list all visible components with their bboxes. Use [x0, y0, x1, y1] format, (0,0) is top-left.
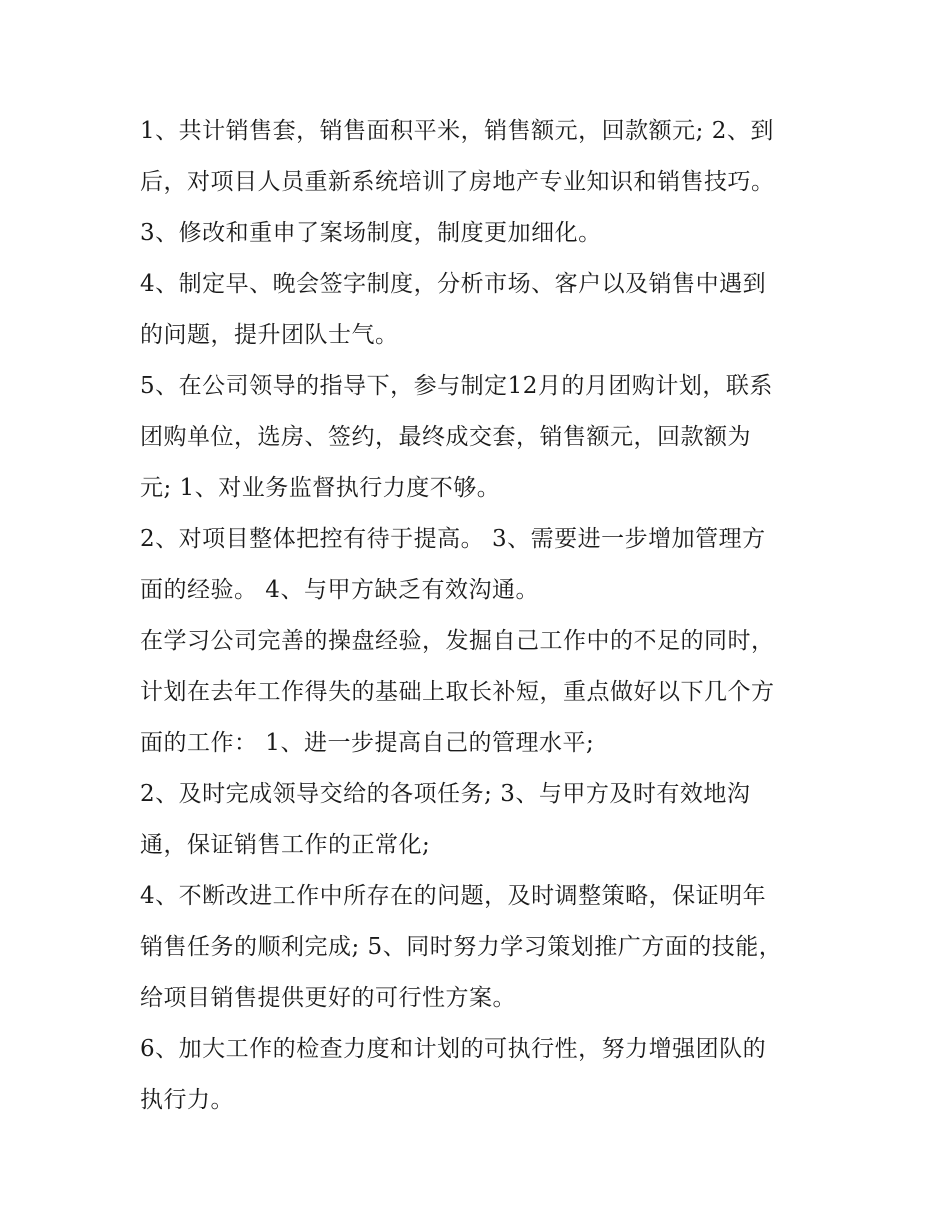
text-line: 3、修改和重申了案场制度，制度更加细化。 — [140, 220, 602, 246]
text-line: 团购单位，选房、签约，最终成交套，销售额元，回款额为 — [140, 424, 751, 450]
text-line: 6、加大工作的检查力度和计划的可执行性，努力增强团队的 — [140, 1036, 767, 1062]
text-line: 2、对项目整体把控有待于提高。 3、需要进一步增加管理方 — [140, 526, 766, 552]
text-line: 2、及时完成领导交给的各项任务; 3、与甲方及时有效地沟 — [140, 781, 751, 807]
text-line: 销售任务的顺利完成; 5、同时努力学习策划推广方面的技能， — [140, 934, 783, 960]
text-line: 1、共计销售套，销售面积平米，销售额元，回款额元; 2、到 — [140, 118, 774, 144]
text-line: 面的工作： 1、进一步提高自己的管理水平; — [140, 730, 595, 756]
text-line: 的问题，提升团队士气。 — [140, 322, 399, 348]
text-line: 元; 1、对业务监督执行力度不够。 — [140, 475, 501, 501]
text-line: 4、不断改进工作中所存在的问题，及时调整策略，保证明年 — [140, 883, 767, 909]
text-line: 面的经验。 4、与甲方缺乏有效沟通。 — [140, 577, 539, 603]
text-line: 执行力。 — [140, 1087, 234, 1113]
text-line: 通，保证销售工作的正常化; — [140, 832, 431, 858]
text-line: 5、在公司领导的指导下，参与制定12月的月团购计划，联系 — [140, 373, 773, 399]
text-line: 在学习公司完善的操盘经验，发掘自己工作中的不足的同时， — [140, 628, 775, 654]
text-line: 后，对项目人员重新系统培训了房地产专业知识和销售技巧。 — [140, 169, 775, 195]
text-line: 4、制定早、晚会签字制度，分析市场、客户以及销售中遇到 — [140, 271, 767, 297]
document-body — [140, 112, 820, 1132]
text-line: 给项目销售提供更好的可行性方案。 — [140, 985, 516, 1011]
text-line: 计划在去年工作得失的基础上取长补短，重点做好以下几个方 — [140, 679, 775, 705]
